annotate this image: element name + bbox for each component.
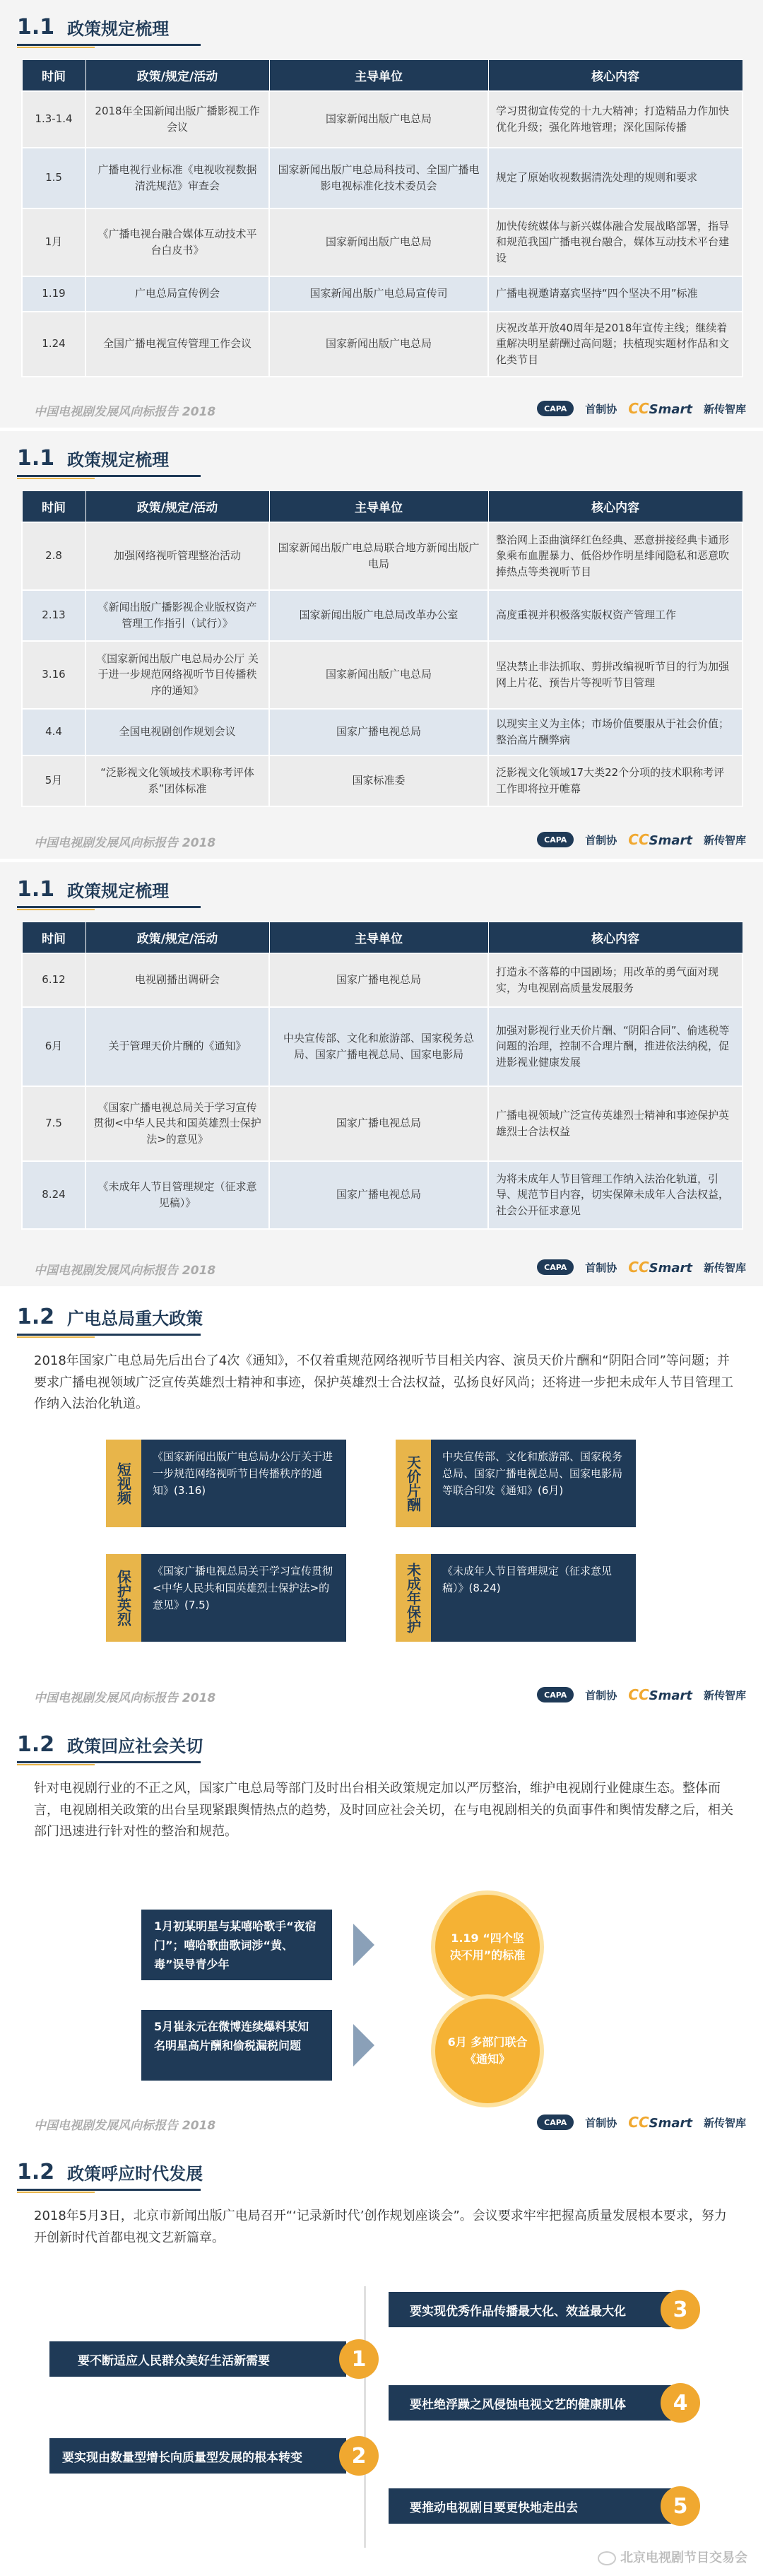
report-title: 中国电视剧发展风向标报告 2018 [34,405,216,419]
event-cause-2: 5月崔永元在微博连续爆料某知名明星高片酬和偷税漏税问题 [141,2010,332,2081]
cell-time: 3.16 [22,641,85,709]
section-underline-accent [17,909,95,910]
cell-policy: 关于管理天价片酬的《通知》 [85,1007,269,1086]
smart-logo: Smart [649,402,692,417]
header-time: 时间 [22,60,85,91]
report-title: 中国电视剧发展风向标报告 2018 [34,1264,216,1278]
cc-logo: CC [628,400,649,417]
slide-era-development [0,2145,763,2576]
cell-unit: 国家广播电视总局 [269,1161,488,1229]
cell-unit: 中央宣传部、文化和旅游部、国家税务总局、国家广播电视总局、国家电影局 [269,1007,488,1086]
event-cause-1: 1月初某明星与某嘻哈歌手“夜宿门”；嘻哈歌曲歌词涉“黄、毒”误导青少年 [141,1910,332,1980]
section-number: 1.2 [17,1731,55,1757]
cell-policy: 2018年全国新闻出版广播影视工作会议 [85,91,269,148]
section-number: 1.2 [17,1304,55,1329]
table-row [22,590,743,641]
cell-time: 1.3-1.4 [22,91,85,148]
number-badge-2: 2 [339,2436,379,2476]
smart-logo: Smart [649,1688,692,1703]
xinchuan-logo-text: 新传智库 [703,833,746,847]
slide-social-response [0,1717,763,2141]
header-content: 核心内容 [488,491,743,522]
smart-logo: Smart [649,2116,692,2131]
cell-content: 广播电视邀请嘉宾坚持“四个坚决不用”标准 [488,276,743,312]
wechat-icon [598,2551,616,2565]
cell-time: 1.5 [22,148,85,208]
capa-logo: CAPA [537,1687,574,1702]
slide-major-policies [0,1290,763,1714]
xinchuan-logo-text: 新传智库 [703,402,746,416]
cell-unit: 国家新闻出版广电总局 [269,91,488,148]
capa-logo: CAPA [537,1259,574,1275]
cell-time: 7.5 [22,1086,85,1161]
cell-content: 加强对影视行业天价片酬、“阴阳合同”、偷逃税等问题的治理，控制不合理片酬，推进依法纳税，促进影视业健康发展 [488,1007,743,1086]
table-row [22,208,743,276]
cell-time: 1月 [22,208,85,276]
policy-table [21,922,743,1230]
cell-content: 打造永不落幕的中国剧场；用改革的勇气面对现实，为电视剧高质量发展服务 [488,953,743,1007]
cell-unit: 国家新闻出版广电总局 [269,208,488,276]
policy-box-high-pay: 中央宣传部、文化和旅游部、国家税务总局、国家广播电视总局、国家电影局等联合印发《通知》(6月) [431,1440,636,1527]
watermark-text: 北京电视剧节目交易会 [620,2551,747,2565]
cell-policy: 《新闻出版广播影视企业版权资产管理工作指引（试行）》 [85,590,269,641]
cell-time: 8.24 [22,1161,85,1229]
cell-unit: 国家新闻出版广电总局 [269,641,488,709]
table-row [22,1161,743,1229]
intro-paragraph: 针对电视剧行业的不正之风，国家广电总局等部门及时出台相关政策规定加以严厉整治，维护电视剧行业健康生态。整体而言，电视剧相关政策的出台呈现紧跟舆情热点的趋势，及时回应社会关切，在与电视剧相关的负面事件和舆情发酵之后，相关部门迅速进行针对性的整治和规范。 [34,1781,733,1840]
table-header-row [22,491,743,522]
policy-table [21,59,743,377]
cell-policy: 全国电视剧创作规划会议 [85,709,269,755]
report-title: 中国电视剧发展风向标报告 2018 [34,1691,216,1705]
section-underline-accent [17,1764,95,1765]
header-unit: 主导单位 [269,491,488,522]
cell-content: 坚决禁止非法抓取、剪拼改编视听节目的行为加强网上片花、预告片等视听节目管理 [488,641,743,709]
cell-policy: 广电总局宣传例会 [85,276,269,312]
section-title: 政策规定梳理 [67,449,170,470]
requirement-text: 要不断适应人民群众美好生活新需要 [78,2353,270,2368]
cell-policy: 全国广播电视宣传管理工作会议 [85,312,269,377]
requirement-banner-4 [389,2385,671,2421]
cell-unit: 国家广播电视总局 [269,709,488,755]
cell-time: 4.4 [22,709,85,755]
cell-content: 为将未成年人节目管理工作纳入法治化轨道，引导、规范节目内容，切实保障未成年人合法权益，社会公开征求意见 [488,1161,743,1229]
cell-time: 2.13 [22,590,85,641]
capa-logo-text: 首制协 [585,1261,617,1274]
cell-content: 泛影视文化领域17大类22个分项的技术职称考评工作即将拉开帷幕 [488,755,743,806]
header-content: 核心内容 [488,60,743,91]
requirement-text: 要实现优秀作品传播最大化、效益最大化 [410,2304,626,2319]
xinchuan-logo-text: 新传智库 [703,2116,746,2129]
cell-content: 加快传统媒体与新兴媒体融合发展战略部署，指导和规范我国广播电视台融合，媒体互动技术平台建设 [488,208,743,276]
table-row [22,755,743,806]
footer-logos [537,1686,746,1703]
cell-policy: 加强网络视听管理整治活动 [85,522,269,590]
section-number: 1.1 [17,14,55,40]
section-underline [17,2189,201,2191]
smart-logo: Smart [649,833,692,848]
policy-label-high-pay: 天价片酬 [396,1440,431,1527]
policy-label-minors: 未成年保护 [396,1554,431,1642]
section-underline [17,475,201,477]
requirement-text: 要推动电视剧目要更快地走出去 [410,2500,578,2515]
cell-unit: 国家新闻出版广电总局联合地方新闻出版广电局 [269,522,488,590]
cell-content: 庆祝改革开放40周年是2018年宣传主线；继续着重解决明星薪酬过高问题；扶植现实题材作品和文化类节目 [488,312,743,377]
capa-logo: CAPA [537,832,574,847]
section-title: 政策回应社会关切 [67,1736,203,1756]
requirement-banner-2 [49,2438,346,2474]
cell-unit: 国家新闻出版广电总局科技司、全国广播电影电视标准化技术委员会 [269,148,488,208]
arrow-icon [353,2024,374,2066]
cc-logo: CC [628,1686,649,1703]
section-underline-accent [17,478,95,479]
cell-policy: 《国家广播电视总局关于学习宣传贯彻<中华人民共和国英雄烈士保护法>的意见》 [85,1086,269,1161]
cell-time: 6月 [22,1007,85,1086]
cell-time: 1.24 [22,312,85,377]
policy-table [21,490,743,807]
section-number: 1.1 [17,445,55,471]
center-divider [364,2286,366,2548]
header-policy: 政策/规定/活动 [85,922,269,953]
footer-logos [537,831,746,848]
capa-logo: CAPA [537,2115,574,2130]
intro-paragraph: 2018年5月3日，北京市新闻出版广电局召开“‘记录新时代’创作规划座谈会”。会议要求牢牢把握高质量发展根本要求，努力开创新时代首都电视文艺新篇章。 [34,2209,727,2245]
number-badge-5: 5 [661,2486,700,2526]
cell-time: 1.19 [22,276,85,312]
intro-paragraph: 2018年国家广电总局先后出台了4次《通知》，不仅着重规范网络视听节目相关内容、演员天价片酬和“阴阳合同”等问题；并要求广播电视领域广泛宣传英雄烈士精神和事迹，保护英雄烈士合法权益，弘扬良好风尚；还将进一步把未成年人节目管理工作纳入法治化轨道。 [34,1353,733,1412]
cell-policy: 电视剧播出调研会 [85,953,269,1007]
slide-policy-3 [0,862,763,1286]
section-header [17,2155,203,2189]
footer-logos [537,2114,746,2131]
section-underline-accent [17,2192,95,2193]
header-time: 时间 [22,491,85,522]
policy-box-short-video: 《国家新闻出版广电总局办公厅关于进一步规范网络视听节目传播秩序的通知》(3.16) [141,1440,346,1527]
requirement-banner-1 [49,2341,346,2377]
cell-unit: 国家新闻出版广电总局改革办公室 [269,590,488,641]
cell-time: 6.12 [22,953,85,1007]
cell-time: 5月 [22,755,85,806]
cell-time: 2.8 [22,522,85,590]
cell-policy: 《广播电视台融合媒体互动技术平台白皮书》 [85,208,269,276]
table-header-row [22,60,743,91]
cell-unit: 国家新闻出版广电总局 [269,312,488,377]
smart-logo: Smart [649,1261,692,1276]
watermark [598,2548,747,2566]
section-title: 政策规定梳理 [67,881,170,901]
section-underline [17,906,201,908]
header-policy: 政策/规定/活动 [85,491,269,522]
table-row [22,312,743,377]
cell-content: 以现实主义为主体；市场价值要服从于社会价值；整治高片酬弊病 [488,709,743,755]
table-row [22,1007,743,1086]
requirement-text: 要实现由数量型增长向质量型发展的根本转变 [62,2450,302,2465]
cc-logo: CC [628,831,649,848]
section-title: 政策规定梳理 [67,18,170,39]
requirement-banner-5 [389,2488,671,2524]
table-row [22,953,743,1007]
section-underline-accent [17,1336,95,1338]
response-circle-2: 6月 多部门联合《通知》 [431,1994,544,2107]
header-unit: 主导单位 [269,922,488,953]
header-policy: 政策/规定/活动 [85,60,269,91]
cell-unit: 国家新闻出版广电总局宣传司 [269,276,488,312]
policy-box-heroes: 《国家广播电视总局关于学习宣传贯彻<中华人民共和国英雄烈士保护法>的意见》(7.5) [141,1554,346,1642]
table-row [22,1086,743,1161]
section-underline [17,44,201,46]
cell-policy: “泛影视文化领域技术职称考评体系”团体标准 [85,755,269,806]
footer [0,1682,763,1710]
report-title: 中国电视剧发展风向标报告 2018 [34,2119,216,2133]
policy-label-short-video: 短视频 [106,1440,141,1527]
cell-content: 规定了原始收视数据清洗处理的规则和要求 [488,148,743,208]
cell-content: 学习贯彻宣传党的十九大精神；打造精品力作加快优化升级；强化阵地管理；深化国际传播 [488,91,743,148]
header-unit: 主导单位 [269,60,488,91]
number-badge-3: 3 [661,2290,700,2329]
footer-logos [537,400,746,417]
cell-policy: 《未成年人节目管理规定（征求意见稿）》 [85,1161,269,1229]
capa-logo-text: 首制协 [585,402,617,416]
capa-logo-text: 首制协 [585,833,617,847]
xinchuan-logo-text: 新传智库 [703,1261,746,1274]
capa-logo-text: 首制协 [585,1688,617,1702]
policy-box-minors: 《未成年人节目管理规定（征求意见稿）》(8.24) [431,1554,636,1642]
cell-content: 广播电视领域广泛宣传英雄烈士精神和事迹保护英雄烈士合法权益 [488,1086,743,1161]
section-header [17,10,169,44]
section-header [17,1300,203,1334]
section-number: 1.2 [17,2159,55,2184]
requirement-text: 要杜绝浮躁之风侵蚀电视文艺的健康肌体 [410,2397,626,2412]
section-title: 广电总局重大政策 [67,1308,203,1329]
cell-unit: 国家广播电视总局 [269,953,488,1007]
cell-policy: 广播电视行业标准《电视收视数据清洗规范》审查会 [85,148,269,208]
response-circle-1: 1.19 “四个坚决不用”的标准 [431,1890,544,2004]
cc-logo: CC [628,1259,649,1276]
header-content: 核心内容 [488,922,743,953]
section-underline [17,1334,201,1336]
table-header-row [22,922,743,953]
section-header [17,441,169,475]
table-row [22,148,743,208]
section-underline-accent [17,47,95,48]
section-underline [17,1761,201,1763]
table-row [22,91,743,148]
number-badge-1: 1 [339,2339,379,2379]
table-row [22,641,743,709]
table-row [22,276,743,312]
footer [0,396,763,424]
table-row [22,709,743,755]
cc-logo: CC [628,2114,649,2131]
footer [0,827,763,855]
requirement-banner-3 [389,2292,671,2327]
capa-logo: CAPA [537,401,574,416]
policy-label-heroes: 保护英烈 [106,1554,141,1642]
cell-unit: 国家广播电视总局 [269,1086,488,1161]
section-header [17,1727,203,1761]
arrow-icon [353,1924,374,1966]
xinchuan-logo-text: 新传智库 [703,1688,746,1702]
cell-policy: 《国家新闻出版广电总局办公厅 关于进一步规范网络视听节目传播秩序的通知》 [85,641,269,709]
cell-content: 整治网上歪曲演绎红色经典、恶意拼接经典卡通形象乘布血腥暴力、低俗炒作明星绯闻隐私和恶意吹捧热点等类视听节目 [488,522,743,590]
section-title: 政策呼应时代发展 [67,2163,203,2184]
capa-logo-text: 首制协 [585,2116,617,2129]
footer [0,2110,763,2138]
footer-logos [537,1259,746,1276]
cell-unit: 国家标准委 [269,755,488,806]
section-number: 1.1 [17,876,55,902]
slide-policy-1 [0,0,763,428]
slide-policy-2 [0,431,763,859]
table-row [22,522,743,590]
report-title: 中国电视剧发展风向标报告 2018 [34,836,216,850]
section-header [17,872,169,906]
header-time: 时间 [22,922,85,953]
footer [0,1254,763,1283]
cell-content: 高度重视并积极落实版权资产管理工作 [488,590,743,641]
number-badge-4: 4 [661,2383,700,2423]
